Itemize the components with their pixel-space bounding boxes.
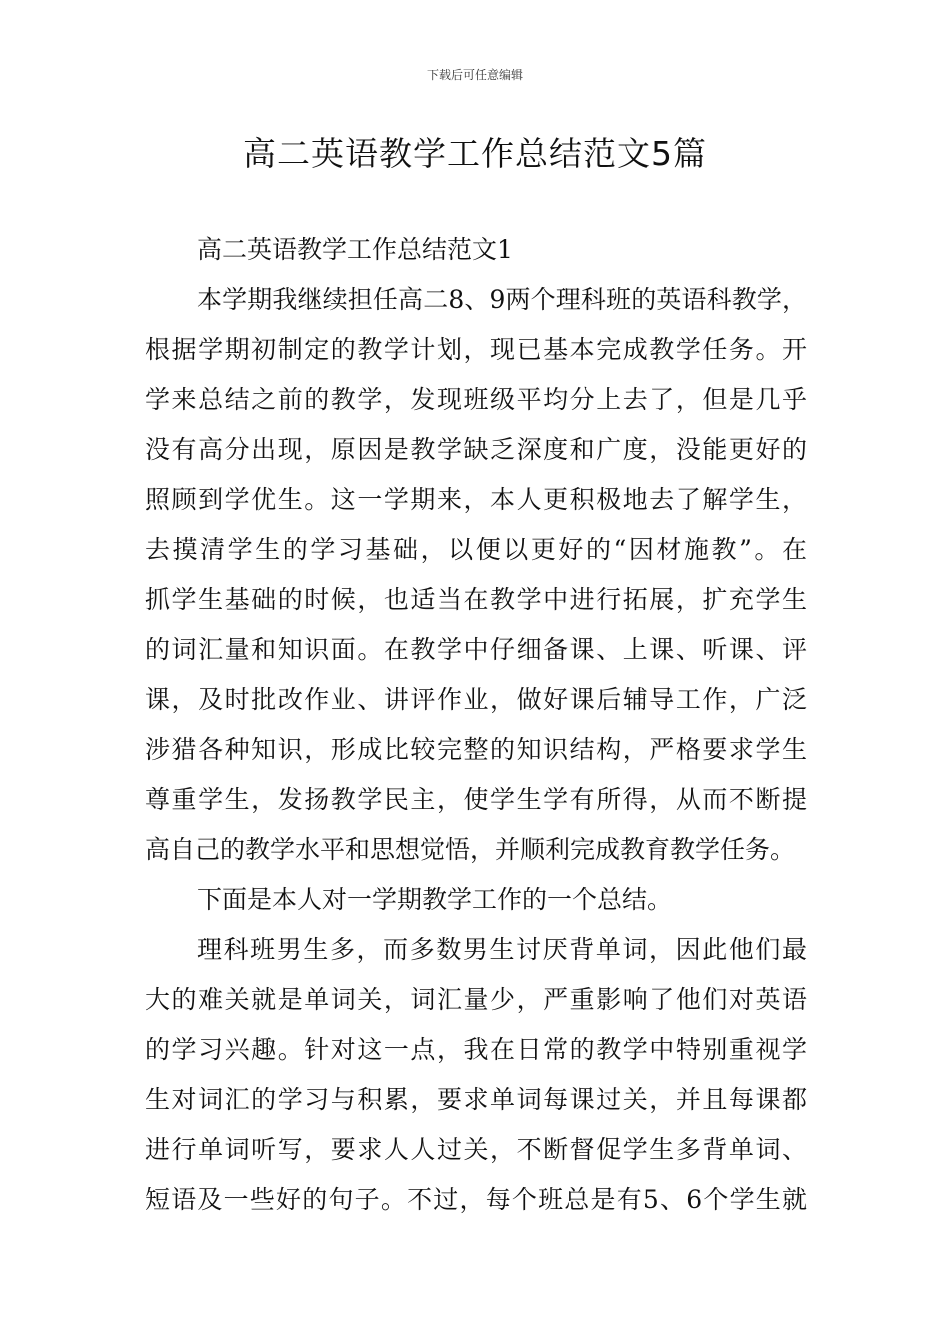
- text-line: 去摸清学生的学习基础，以便以更好的“因材施教”。在: [145, 535, 807, 564]
- text-line: 的词汇量和知识面。在教学中仔细备课、上课、听课、评: [145, 635, 807, 664]
- text-line: 大的难关就是单词关，词汇量少，严重影响了他们对英语: [145, 985, 807, 1014]
- text-line: 下面是本人对一学期教学工作的一个总结。: [197, 885, 673, 914]
- paragraph-subtitle: [145, 225, 807, 275]
- text-line: 抓学生基础的时候，也适当在教学中进行拓展，扩充学生: [145, 585, 807, 614]
- text-line: 进行单词听写，要求人人过关，不断督促学生多背单词、: [145, 1135, 807, 1164]
- text-line: 学来总结之前的教学，发现班级平均分上去了，但是几乎: [145, 385, 807, 414]
- text-line: 短语及一些好的句子。不过，每个班总是有5、6个学生就: [145, 1185, 807, 1214]
- header-note: 下载后可任意编辑: [426, 68, 523, 82]
- text-line: 课，及时批改作业、讲评作业，做好课后辅导工作，广泛: [145, 685, 807, 714]
- text-line: 照顾到学优生。这一学期来，本人更积极地去了解学生，: [145, 485, 807, 514]
- paragraph-3: [145, 925, 807, 1225]
- document-body: [145, 225, 807, 1225]
- text-line: 生对词汇的学习与积累，要求单词每课过关，并且每课都: [145, 1085, 807, 1114]
- text-line: 尊重学生，发扬教学民主，使学生学有所得，从而不断提: [145, 785, 807, 814]
- text-line: 本学期我继续担任高二8、9两个理科班的英语科教学，: [197, 285, 807, 314]
- text-line: 根据学期初制定的教学计划，现已基本完成教学任务。开: [145, 335, 807, 364]
- paragraph-1: [145, 275, 807, 875]
- text-line: 涉猎各种知识，形成比较完整的知识结构，严格要求学生: [145, 735, 807, 764]
- text-line: 的学习兴趣。针对这一点，我在日常的教学中特别重视学: [145, 1035, 807, 1064]
- text-line: 理科班男生多，而多数男生讨厌背单词，因此他们最: [197, 935, 807, 964]
- text-line: 高自己的教学水平和思想觉悟，并顺利完成教育教学任务。: [145, 835, 796, 864]
- paragraph-2: [145, 875, 807, 925]
- document-title: 高二英语教学工作总结范文5篇: [243, 134, 707, 173]
- text-line: 没有高分出现，原因是教学缺乏深度和广度，没能更好的: [145, 435, 807, 464]
- text-line: 高二英语教学工作总结范文1: [197, 235, 513, 264]
